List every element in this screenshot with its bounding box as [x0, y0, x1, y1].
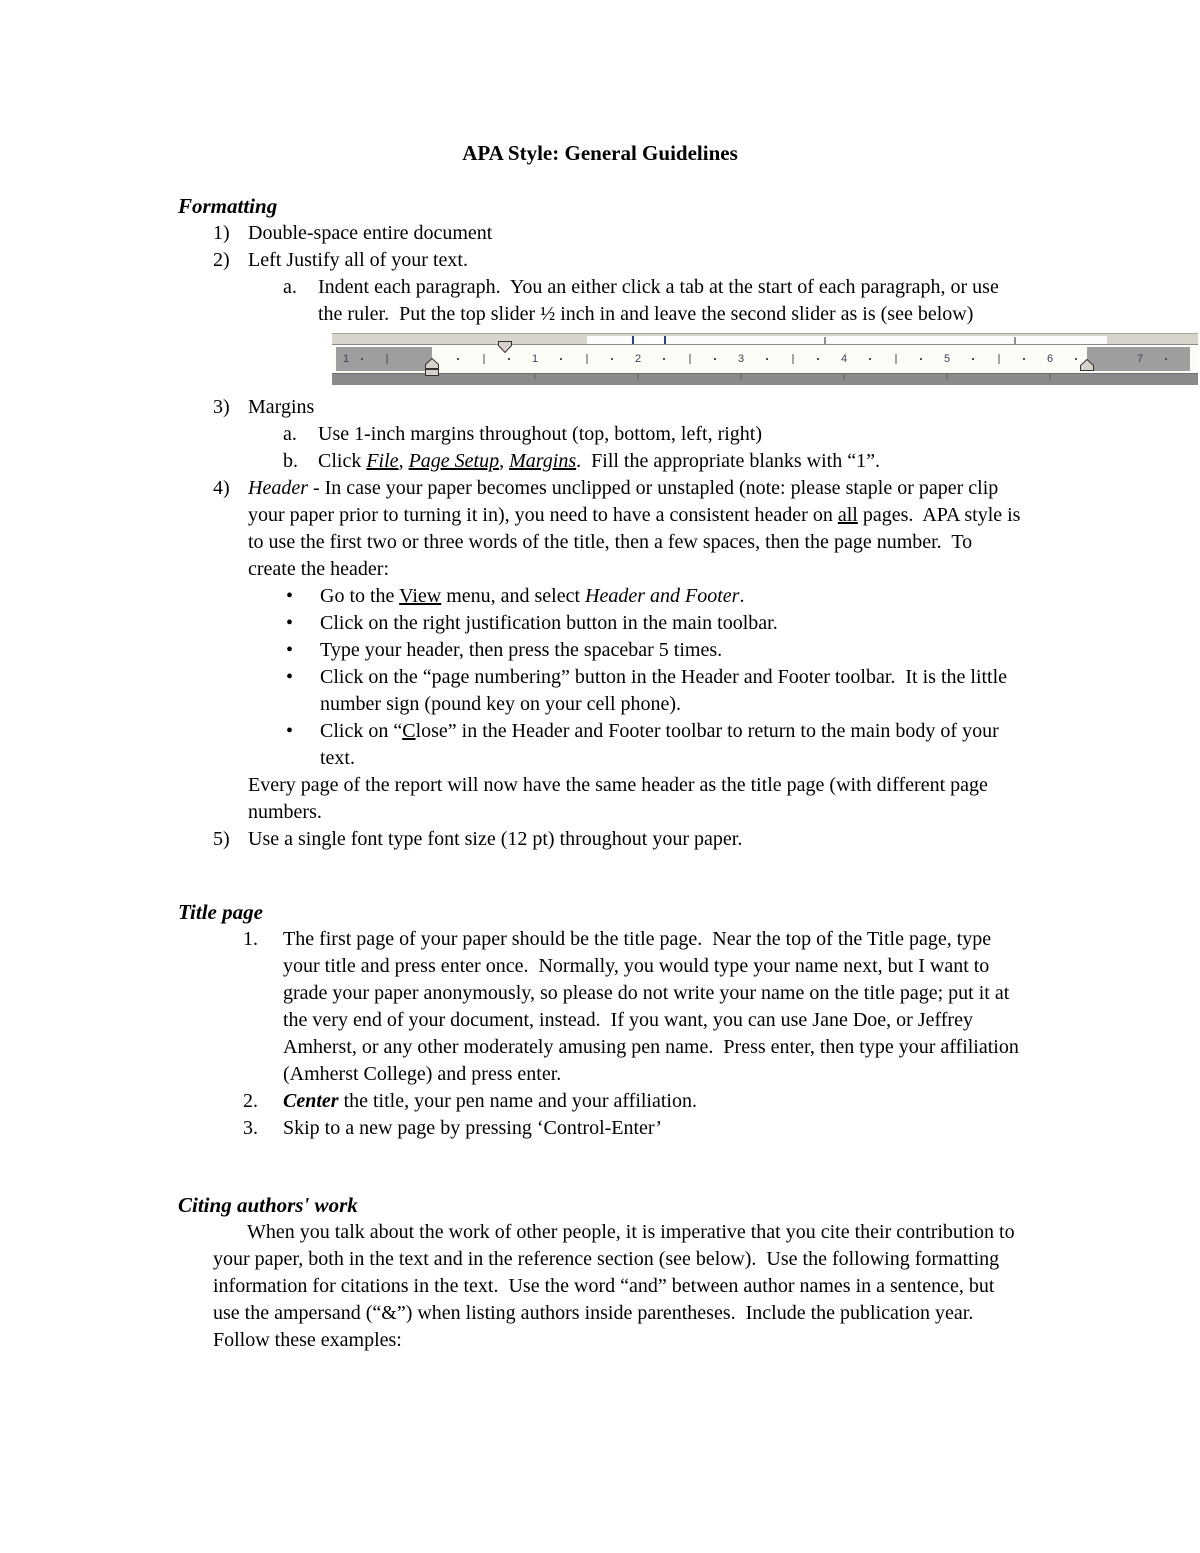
- list-item-3: [178, 394, 1022, 421]
- ruler-quarter-dot: [1075, 358, 1077, 360]
- list-text: Double-space entire document: [248, 222, 493, 244]
- list-text: Skip to a new page by pressing ‘Control-Enter’: [283, 1117, 662, 1139]
- ruler-number: 4: [840, 352, 848, 365]
- list-marker: 5): [213, 828, 230, 850]
- list-item-3a: [178, 421, 1022, 448]
- ruler-half-tick: [689, 354, 690, 364]
- ruler-number: 6: [1046, 352, 1054, 365]
- section-heading-citing: Citing authors' work: [178, 1193, 358, 1217]
- right-indent-marker-icon: [1080, 359, 1094, 371]
- ruler-half-tick: [998, 354, 999, 364]
- ruler-quarter-dot: [1023, 358, 1025, 360]
- bullet-icon: •: [286, 585, 294, 607]
- text-run: Click on the right justification button in the main toolbar.: [320, 612, 778, 634]
- list-item-4: [178, 475, 1026, 583]
- list-marker: a.: [283, 423, 297, 445]
- text-run: Go to the: [320, 585, 400, 607]
- bullet-item-4: [178, 664, 1022, 718]
- ruler-quarter-dot: [1165, 358, 1167, 360]
- list-marker: b.: [283, 450, 298, 472]
- text-run: C: [402, 720, 416, 742]
- text-run: . Fill the appropriate blanks with “1”.: [576, 450, 880, 472]
- bullet-item-1: [178, 583, 1022, 610]
- text-run: Click on “: [320, 720, 403, 742]
- ruler-half-tick: [586, 354, 587, 364]
- ruler-top-strip: [332, 333, 1198, 344]
- ruler-left-margin: [336, 347, 432, 371]
- ruler-quarter-dot: [920, 358, 922, 360]
- text-run: Margins: [509, 450, 577, 472]
- ruler-half-tick: [387, 354, 388, 364]
- list-marker: 2.: [243, 1090, 258, 1112]
- title-page-item-3: [178, 1115, 1022, 1142]
- list-marker: 2): [213, 249, 230, 271]
- toolbar-divider: [1014, 337, 1016, 344]
- every-page-paragraph: Every page of the report will now have the same header as the title page (with different page numbers.: [248, 774, 993, 823]
- text-run: lose” in the Header and Footer toolbar to return to the main body of your text.: [320, 720, 1004, 769]
- list-item-1: [178, 220, 1022, 247]
- ruler-number: 5: [943, 352, 951, 365]
- list-marker: a.: [283, 276, 297, 298]
- ruler-number: 1: [531, 352, 539, 365]
- list-item-2a: [178, 274, 1022, 328]
- toolbar-divider: [824, 337, 826, 344]
- text-run: Header: [248, 477, 308, 499]
- bullet-item-2: [178, 610, 1022, 637]
- bullet-item-5: [178, 718, 1022, 772]
- text-run: ,: [398, 450, 409, 472]
- first-line-indent-marker-icon: [498, 341, 512, 353]
- text-run: menu, and select: [441, 585, 586, 607]
- bullet-text: [320, 583, 1022, 610]
- text-run: Header and Footer: [585, 585, 740, 607]
- page-title: APA Style: General Guidelines: [462, 141, 738, 165]
- text-run: View: [399, 585, 442, 607]
- list-marker: 1): [213, 222, 230, 244]
- list-text: Use 1-inch margins throughout (top, bottom, left, right): [318, 423, 763, 445]
- ruler-quarter-dot: [361, 358, 363, 360]
- ruler-bottom-tick: [535, 374, 536, 379]
- bullet-text: [320, 718, 1022, 772]
- ruler-bottom-bar: [332, 374, 1198, 385]
- word-ruler-image: [332, 333, 1198, 385]
- title-page-item-2: [178, 1088, 1022, 1115]
- ruler-bottom-tick: [741, 374, 742, 379]
- ruler-quarter-dot: [663, 358, 665, 360]
- list-marker: 4): [213, 477, 230, 499]
- bullet-text: [320, 664, 1022, 718]
- ruler-margin-number: 7: [1136, 352, 1144, 365]
- section-heading-title-page: Title page: [178, 900, 263, 924]
- citing-paragraph: When you talk about the work of other people, it is imperative that you cite their contribution to your paper, both in the text and in the reference section (see below). Use the following formatting information for citations in the text. Use the word “and” between author names in a sentence, but use the ampersand (“&”) when listing authors inside parentheses. Include the publication year. Follow these examples:: [213, 1221, 1020, 1351]
- list-text: [248, 475, 1026, 583]
- list-item-2: [178, 247, 1022, 274]
- text-run: Click on the “page numbering” button in the Header and Footer toolbar. It is the little number sign (pound key on your cell phone).: [320, 666, 1013, 715]
- section-heading-formatting: Formatting: [178, 194, 278, 218]
- bullet-item-3: [178, 637, 1022, 664]
- text-run: Page Setup: [408, 450, 500, 472]
- text-run: the title, your pen name and your affiliation.: [338, 1090, 697, 1112]
- list-text: [318, 448, 1022, 475]
- list-text: Indent each paragraph. You an either click a tab at the start of each paragraph, or use the ruler. Put the top slider ½ inch in and leave the second slider as is (see below): [318, 276, 1004, 325]
- ruler-quarter-dot: [611, 358, 613, 360]
- bullet-icon: •: [286, 720, 294, 742]
- ruler-quarter-dot: [972, 358, 974, 360]
- text-run: pages. APA style is to use the first two or three words of the title, then a few spaces, then the page number. To create the header:: [248, 504, 1026, 580]
- ruler-bottom-tick: [844, 374, 845, 379]
- ruler-band: [332, 344, 1198, 374]
- hanging-indent-marker-icon: [425, 358, 439, 376]
- ruler-quarter-dot: [869, 358, 871, 360]
- ruler-bottom-tick: [1050, 374, 1051, 379]
- text-run: Type your header, then press the spacebar 5 times.: [320, 639, 723, 661]
- ruler-quarter-dot: [508, 358, 510, 360]
- ruler-bottom-tick: [947, 374, 948, 379]
- list-marker: 1.: [243, 928, 258, 950]
- list-text: [283, 1088, 1022, 1115]
- text-run: all: [837, 504, 858, 526]
- text-run: .: [739, 585, 745, 607]
- list-text: The first page of your paper should be the title page. Near the top of the Title page, type your title and press enter once. Normally, you would type your name next, but I want to grade your paper anonymously, so please do not write your name on the title page; put it at the very end of your document, instead. If you want, you can use Jane Doe, or Jeffrey Amherst, or any other moderately amusing pen name. Press enter, then type your affiliation (Amherst College) and press enter.: [283, 928, 1024, 1085]
- list-text: Left Justify all of your text.: [248, 249, 468, 271]
- bullet-text: [320, 637, 1022, 664]
- bullet-text: [320, 610, 1022, 637]
- title-page-item-1: [178, 926, 1022, 1088]
- list-marker: 3): [213, 396, 230, 418]
- ruler-margin-number: 1: [342, 352, 350, 365]
- tab-stop-icon: [632, 336, 666, 344]
- list-item-5: [178, 826, 1022, 853]
- ruler-quarter-dot: [560, 358, 562, 360]
- ruler-quarter-dot: [714, 358, 716, 360]
- ruler-bottom-tick: [638, 374, 639, 379]
- ruler-quarter-dot: [766, 358, 768, 360]
- text-run: Click: [318, 450, 367, 472]
- ruler-half-tick: [895, 354, 896, 364]
- bullet-icon: •: [286, 639, 294, 661]
- ruler-quarter-dot: [817, 358, 819, 360]
- ruler-number: 3: [737, 352, 745, 365]
- ruler-half-tick: [483, 354, 484, 364]
- list-text: Margins: [248, 396, 315, 418]
- list-marker: 3.: [243, 1117, 258, 1139]
- text-run: - In case your paper becomes unclipped or unstapled (note: please staple or paper clip your paper prior to turning it in), you need to have a consistent header on: [248, 477, 1004, 526]
- text-run: ,: [499, 450, 510, 472]
- list-item-3b: [178, 448, 1022, 475]
- text-run: File: [366, 450, 399, 472]
- text-run: Center: [283, 1090, 339, 1112]
- list-text: Use a single font type font size (12 pt) throughout your paper.: [248, 828, 743, 850]
- ruler-quarter-dot: [457, 358, 459, 360]
- bullet-icon: •: [286, 666, 294, 688]
- bullet-icon: •: [286, 612, 294, 634]
- ruler-half-tick: [792, 354, 793, 364]
- ruler-number: 2: [634, 352, 642, 365]
